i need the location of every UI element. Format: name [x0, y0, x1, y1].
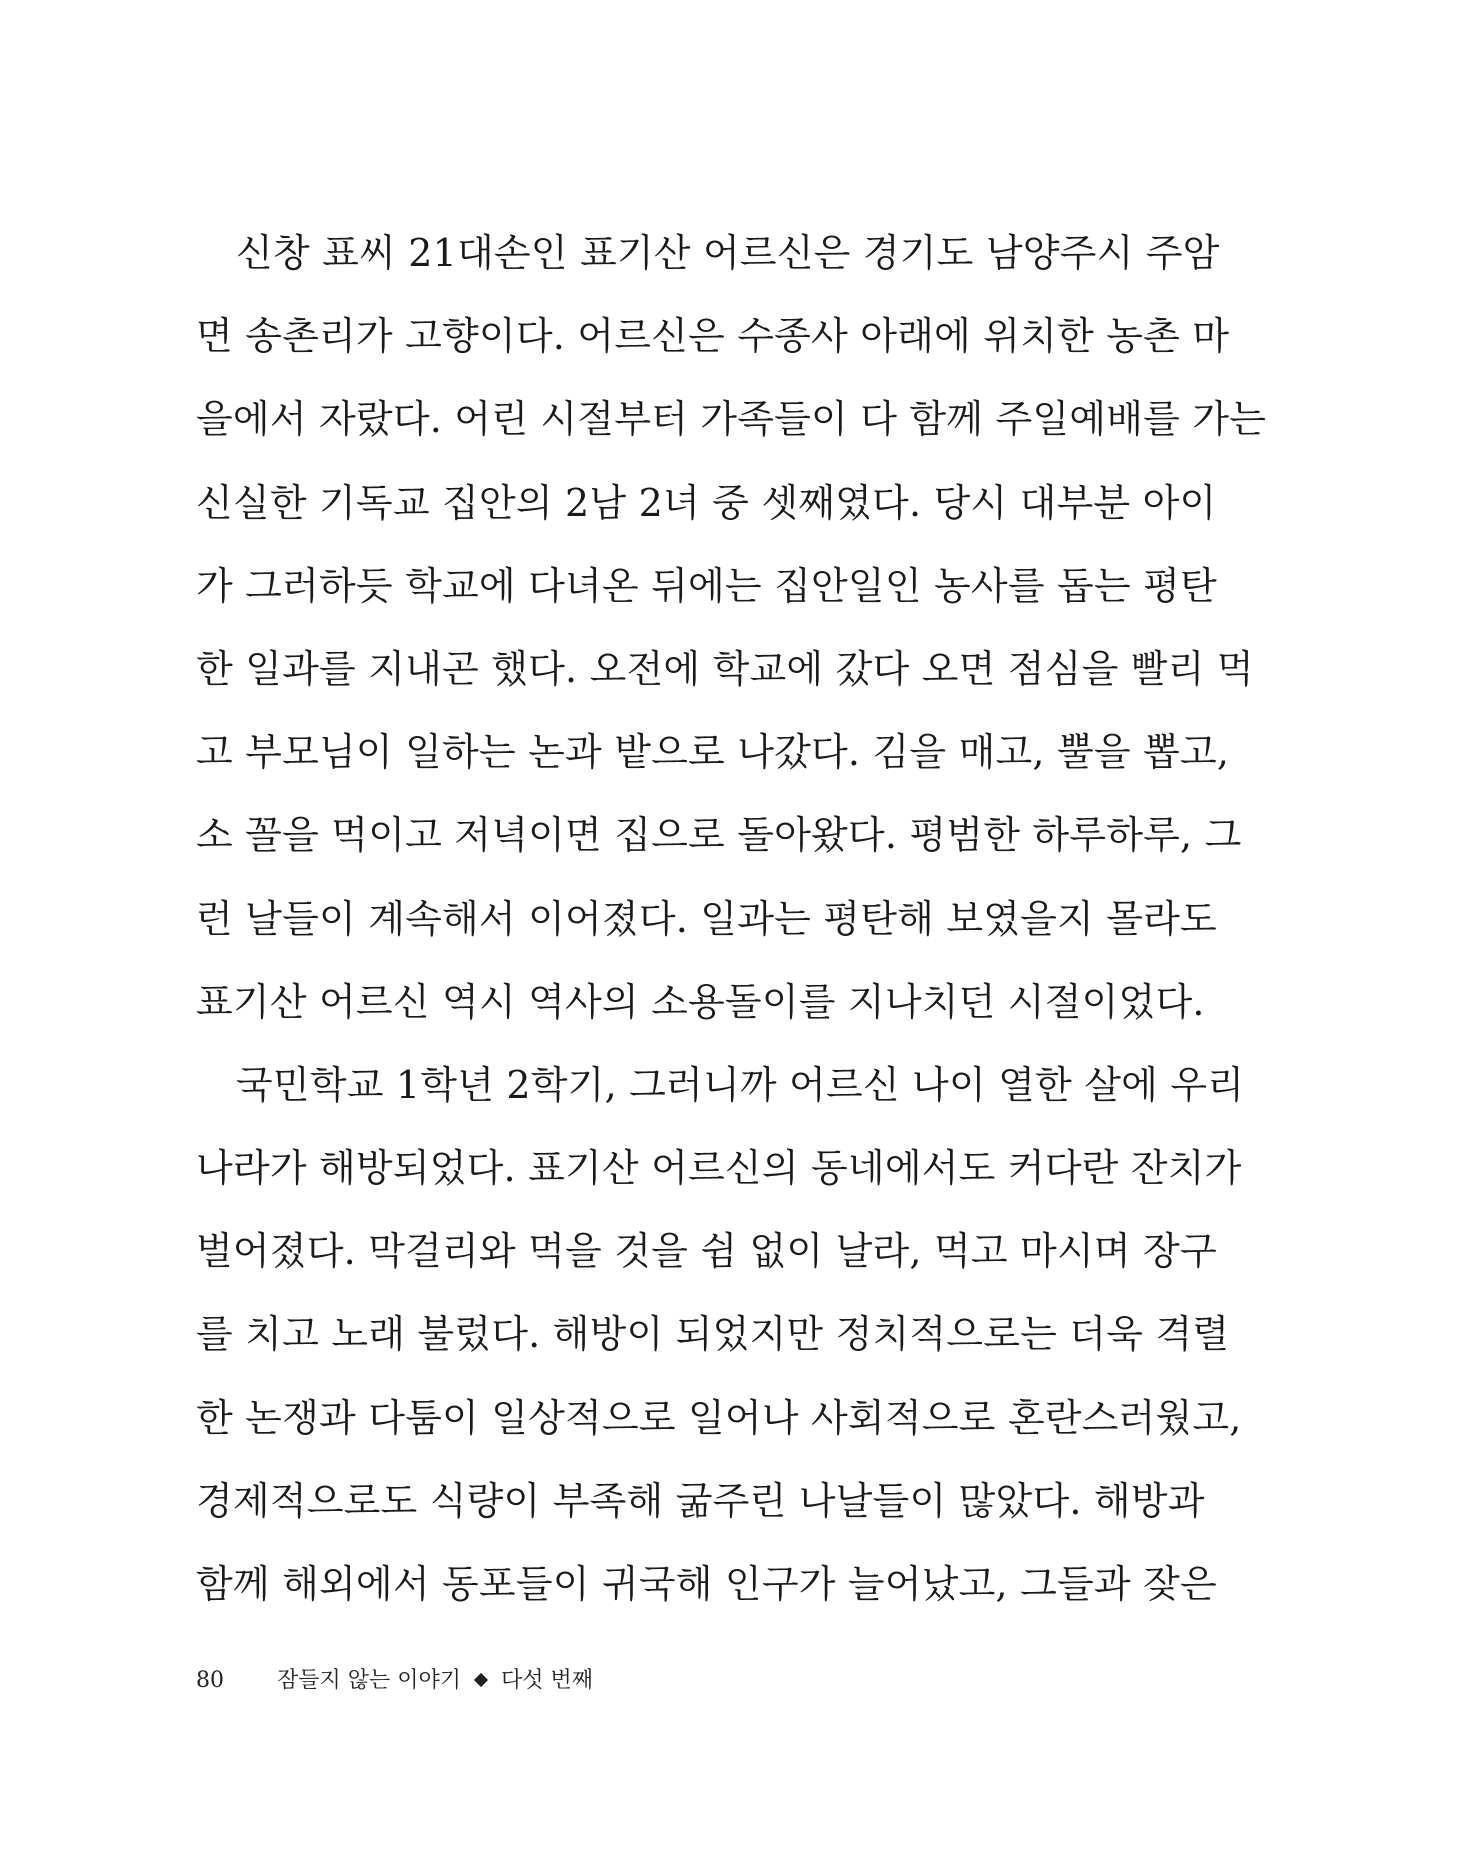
- book-title: 잠들지 않는 이야기: [277, 1668, 462, 1693]
- paragraph-line: 신실한 기독교 집안의 2남 2녀 중 셋째였다. 당시 대부분 아이: [196, 480, 1217, 525]
- page-number: 80: [196, 1668, 224, 1693]
- paragraph-line: 가 그러하듯 학교에 다녀온 뒤에는 집안일인 농사를 돕는 평탄: [196, 563, 1217, 608]
- paragraph-line: 한 논쟁과 다툼이 일상적으로 일어나 사회적으로 혼란스러웠고,: [196, 1395, 1242, 1440]
- paragraph-line: 표기산 어르신 역시 역사의 소용돌이를 지나치던 시절이었다.: [196, 979, 1205, 1024]
- volume-label: 다섯 번째: [501, 1668, 594, 1693]
- diamond-icon: [474, 1673, 488, 1687]
- paragraph-line: 을에서 자랐다. 어린 시절부터 가족들이 다 함께 주일예배를 가는: [196, 397, 1267, 442]
- paragraph-line: 국민학교 1학년 2학기, 그러니까 어르신 나이 열한 살에 우리: [236, 1062, 1245, 1107]
- paragraph-line: 한 일과를 지내곤 했다. 오전에 학교에 갔다 오면 점심을 빨리 먹: [196, 646, 1254, 691]
- paragraph-line: 소 꼴을 먹이고 저녁이면 집으로 돌아왔다. 평범한 하루하루, 그: [196, 813, 1242, 858]
- paragraph-line: 함께 해외에서 동포들이 귀국해 인구가 늘어났고, 그들과 잦은: [196, 1562, 1217, 1606]
- paragraph-line: 나라가 해방되었다. 표기산 어르신의 동네에서도 커다란 잔치가: [196, 1146, 1242, 1191]
- paragraph-line: 를 치고 노래 불렀다. 해방이 되었지만 정치적으로는 더욱 격렬: [196, 1312, 1230, 1357]
- page-footer: [196, 1666, 593, 1696]
- paragraph-line: 신창 표씨 21대손인 표기산 어르신은 경기도 남양주시 주암: [236, 231, 1220, 275]
- paragraph-line: 면 송촌리가 고향이다. 어르신은 수종사 아래에 위치한 농촌 마: [196, 314, 1230, 359]
- body-text: [196, 218, 1267, 1632]
- paragraph-line: 벌어졌다. 막걸리와 먹을 것을 쉼 없이 날라, 먹고 마시며 장구: [196, 1229, 1217, 1274]
- paragraph-line: 고 부모님이 일하는 논과 밭으로 나갔다. 김을 매고, 뿔을 뽑고,: [196, 730, 1230, 775]
- paragraph-line: 경제적으로도 식량이 부족해 굶주린 나날들이 많았다. 해방과: [196, 1478, 1205, 1523]
- paragraph-line: 런 날들이 계속해서 이어졌다. 일과는 평탄해 보였을지 몰라도: [196, 896, 1217, 941]
